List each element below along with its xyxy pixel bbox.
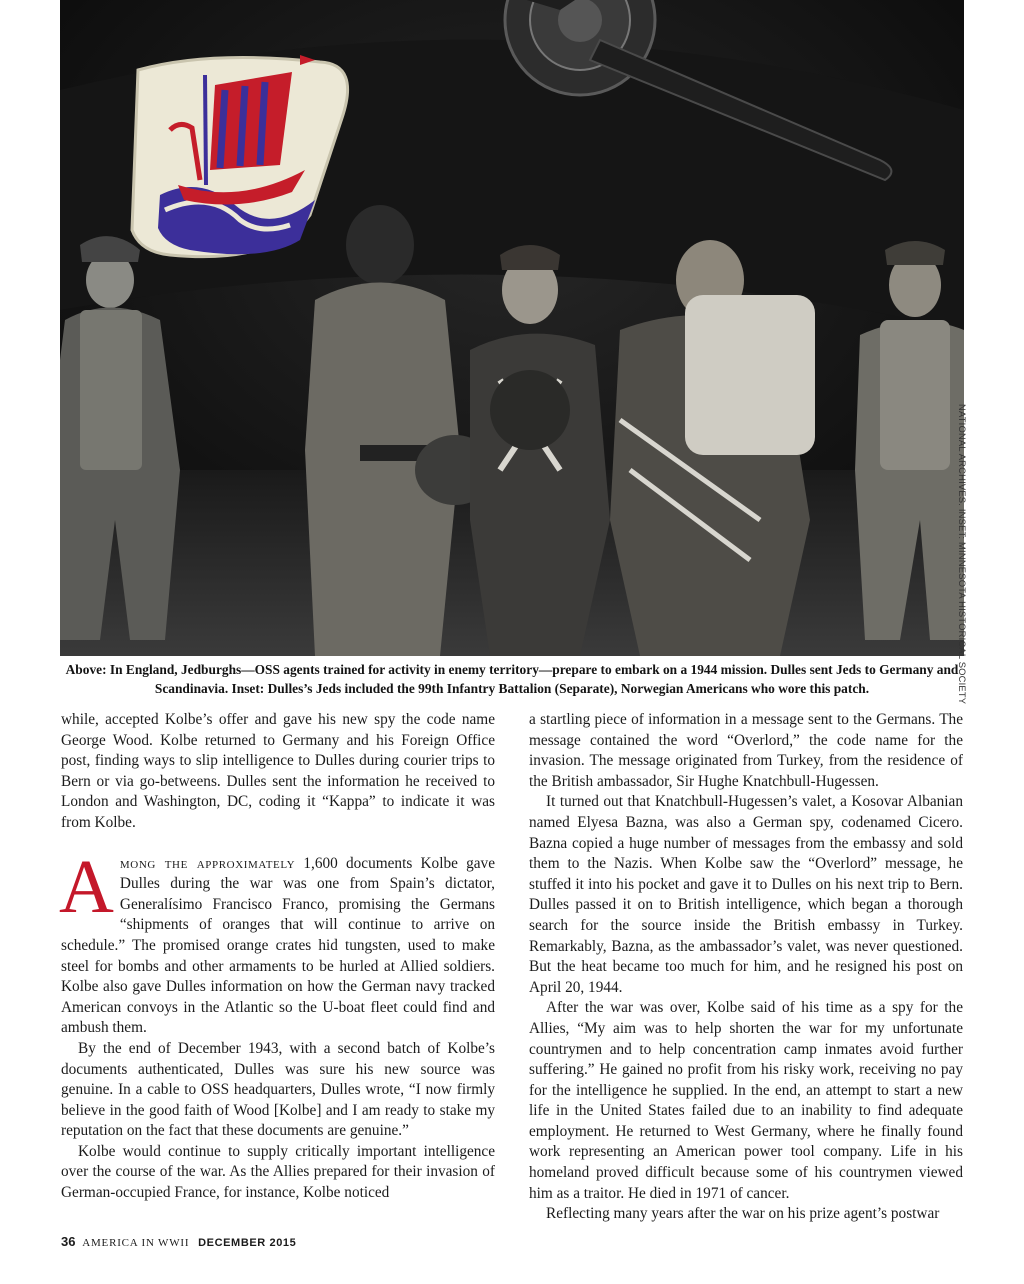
right-paragraph-4: Reflecting many years after the war on his prize agent’s postwar <box>546 1205 940 1223</box>
left-paragraph-2 <box>59 844 495 1039</box>
left-column <box>61 710 495 1204</box>
page-number: 36 <box>61 1234 76 1249</box>
photo-credit: NATIONAL ARCHIVES. INSET: MINNESOTA HISTORICAL SOCIETY <box>957 404 968 705</box>
left-paragraph-4: Kolbe would continue to supply critically important intelligence over the course of the war. As the Allies prepared for their invasion of German-occupied France, for instance, Kolbe noticed <box>61 1142 495 1202</box>
issue-date: DECEMBER 2015 <box>198 1237 297 1249</box>
photo-illustration <box>60 0 964 656</box>
page-footer <box>61 1234 296 1250</box>
left-paragraph-2-text: 1,600 documents Kolbe gave Dulles during the war was one from Spain’s dictator, Generalísimo Francisco Franco, promising the Germans “shipments of oranges that will continue to arrive on schedule.” The promised orange crates hid tungsten, used to make steel for bombs and other armaments to be hurled at Allied soldiers. Kolbe also gave Dulles information on how the German navy tracked American convoys in the Atlantic so the U-boat fleet could find and ambush them. <box>61 854 495 1037</box>
right-paragraph-2: It turned out that Knatchbull-Hugessen’s valet, a Kosovar Albanian named Elyesa Bazna, was also a German spy, codenamed Cicero. Bazna copied a huge number of messages from the embassy and sold them to the Nazis. When Kolbe saw the “Overlord” message, he stuffed it into his pocket and gave it to Dulles on his next trip to Bern. Dulles passed it on to British intelligence, which began a thorough search for the source inside the British embassy in Turkey. Remarkably, Bazna, as the ambassador’s valet, was never questioned. But the heat became too much for him, and he resigned his post on April 20, 1944. <box>529 793 963 996</box>
left-paragraph-3: By the end of December 1943, with a second batch of Kolbe’s documents authenticated, Dulles was sure his new source was genuine. In a cable to OSS headquarters, Dulles wrote, “I now firmly believe in the good faith of Wood [Kolbe] and I am ready to stake my reputation on the fact that these documents are genuine.” <box>61 1039 495 1140</box>
right-paragraph-1: a startling piece of information in a message sent to the Germans. The message contained the word “Overlord,” the code name for the invasion. The message originated from Turkey, from the residence of the British ambassador, Sir Hughe Knatchbull-Hugessen. <box>529 711 963 790</box>
photo-caption: Above: In England, Jedburghs—OSS agents trained for activity in enemy territory—prepare to embark on a 1944 mission. Dulles sent Jeds to Germany and Scandinavia. Inset: Dulles’s Jeds included the 99th Infantry Battalion (Separate), Norwegian Americans who wore this patch. <box>65 662 959 696</box>
publication-name: AMERICA IN WWII <box>82 1237 190 1249</box>
left-paragraph-1: while, accepted Kolbe’s offer and gave his new spy the code name George Wood. Kolbe returned to Germany and his Foreign Office post, finding ways to slip intelligence to Dulles during courier trips to Bern or via go-betweens. Dulles sent the information he received to London and Washington, DC, coding it “Kappa” to indicate it was from Kolbe. <box>61 711 495 831</box>
right-paragraph-3: After the war was over, Kolbe said of his time as a spy for the Allies, “My aim was to help shorten the war for my unfortunate countrymen and to help concentration camp inmates avoid further suffering.” He gained no profit from his risky work, receiving no pay for the intelligence he supplied. In the end, an attempt to start a new life in the United States failed due to an inability to find adequate employment. He returned to West Germany, where he finally found work representing an American power tool company. Life in his homeland proved difficult because some of his countrymen viewed him as a traitor. He died in 1971 of cancer. <box>529 999 963 1202</box>
jedburghs-photo <box>60 0 964 656</box>
drop-cap: A <box>59 844 114 929</box>
right-column <box>529 710 963 1225</box>
small-caps-lead: mong the approximately <box>119 854 296 872</box>
